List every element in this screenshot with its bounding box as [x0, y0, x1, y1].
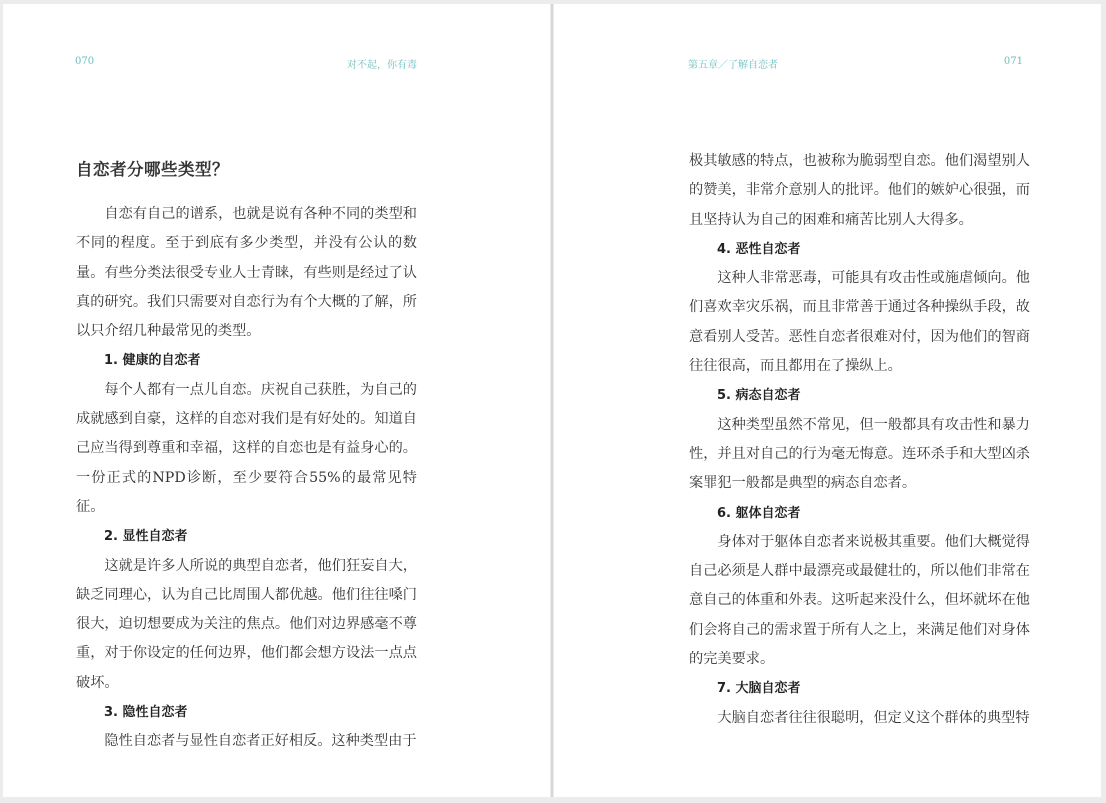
- paragraph-somatic: 身体对于躯体自恋者来说极其重要。他们大概觉得自己必须是人群中最漂亮或最健壮的，所以他们非常在意自己的体重和外表。这听起来没什么，但坏就坏在他们会将自己的需求置于所有人之上，来满足他们对身体的完美要求。: [689, 533, 1030, 668]
- subheading-healthy: 1. 健康的自恋者: [104, 353, 201, 369]
- right-page: [554, 4, 1101, 797]
- subheading-cerebral: 7. 大脑自恋者: [717, 681, 801, 697]
- page-number: 070: [75, 56, 95, 67]
- paragraph-pathological: 这种类型虽然不常见，但一般都具有攻击性和暴力性，并且对自己的行为毫无悔意。连环杀手和大型凶杀案罪犯一般都是典型的病态自恋者。: [689, 416, 1030, 492]
- left-body: [76, 200, 417, 757]
- page-number: 071: [1003, 56, 1023, 67]
- paragraph-healthy: 每个人都有一点儿自恋。庆祝自己获胜，为自己的成就感到自豪，这样的自恋对我们是有好处的。知道自己应当得到尊重和幸福，这样的自恋也是有益身心的。一份正式的NPD诊断，至少要符合55%的最常见特征。: [76, 381, 417, 515]
- paragraph-cerebral: 大脑自恋者往往很聪明，但定义这个群体的典型特: [717, 709, 1030, 726]
- running-title: 第五章／了解自恋者: [688, 60, 778, 71]
- left-page: [3, 4, 550, 797]
- paragraph-malignant: 这种人非常恶毒，可能具有攻击性或施虐倾向。他们喜欢幸灾乐祸，而且非常善于通过各种操纵手段，故意看别人受苦。恶性自恋者很难对付，因为他们的智商往往很高，而且都用在了操纵上。: [689, 270, 1030, 375]
- paragraph-continued: 极其敏感的特点，也被称为脆弱型自恋。他们渴望别人的赞美，非常介意别人的批评。他们的嫉妒心很强，而且坚持认为自己的困难和痛苦比别人大得多。: [689, 153, 1030, 228]
- intro-paragraph: 自恋有自己的谱系，也就是说有各种不同的类型和不同的程度。至于到底有多少类型，并没有公认的数量。有些分类法很受专业人士青睐，有些则是经过了认真的研究。我们只需要对自恋行为有个大概的了解，所以只介绍几种最常见的类型。: [76, 206, 417, 340]
- subheading-covert: 3. 隐性自恋者: [104, 705, 188, 721]
- subheading-overt: 2. 显性自恋者: [104, 529, 188, 545]
- running-title: 对不起，你有毒: [347, 60, 417, 71]
- subheading-malignant: 4. 恶性自恋者: [717, 241, 801, 257]
- right-body: [689, 147, 1030, 733]
- paragraph-overt: 这就是许多人所说的典型自恋者，他们狂妄自大，缺乏同理心，认为自己比周围人都优越。他们往往嗓门很大，迫切想要成为关注的焦点。他们对边界感毫不尊重，对于你设定的任何边界，他们都会想方设法一点点破坏。: [76, 557, 417, 691]
- subheading-pathological: 5. 病态自恋者: [717, 388, 801, 404]
- paragraph-covert: 隐性自恋者与显性自恋者正好相反。这种类型由于: [104, 733, 417, 750]
- section-heading: 自恋者分哪些类型？: [76, 160, 229, 179]
- book-spine: [551, 4, 553, 797]
- subheading-somatic: 6. 躯体自恋者: [717, 505, 801, 521]
